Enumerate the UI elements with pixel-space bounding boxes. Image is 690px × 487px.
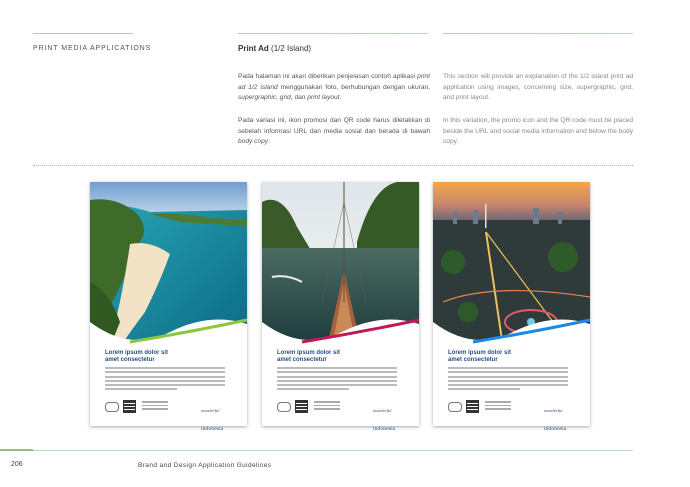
poster-body-copy — [448, 367, 568, 393]
logo-word: wonderful — [373, 409, 392, 413]
section-label: PRINT MEDIA APPLICATIONS — [33, 45, 152, 52]
poster-body-copy — [105, 367, 225, 393]
poster-heading — [448, 350, 568, 365]
indonesian-paragraph-2 — [238, 116, 430, 148]
section-divider — [33, 165, 633, 166]
city-photo — [433, 182, 590, 347]
poster-heading-line1: Lorem ipsum dolor sit — [448, 350, 512, 356]
qr-code-icon — [123, 400, 136, 413]
page-title-bold: Print Ad — [238, 44, 269, 53]
indonesian-p2-run: body copy — [238, 138, 269, 146]
social-info — [485, 401, 511, 412]
indonesian-p1-run: supergraphic — [238, 94, 277, 102]
promo-icon — [105, 402, 119, 412]
poster-heading-line2: amet consectetur — [105, 357, 155, 364]
qr-code-icon — [466, 400, 479, 413]
poster-body-copy — [277, 367, 397, 393]
poster-boat — [262, 182, 419, 432]
beach-photo — [90, 182, 247, 347]
boat-photo — [262, 182, 419, 347]
wonderful-indonesia-logo — [544, 399, 576, 432]
indonesian-p2-run: Pada variasi ini, ikon promosi dan QR code harus diletakkan di sebelah informasi URL dan media sosial dan berada di bawah — [238, 117, 430, 135]
indonesian-p1-run: Pada halaman ini akan diberikan penjelasan contoh aplikasi — [238, 73, 418, 80]
indonesian-p1-run: , dan — [290, 94, 308, 102]
footer-title: Brand and Design Application Guidelines — [138, 462, 272, 469]
logo-name: indonesia — [373, 427, 396, 432]
indonesian-p1-run: print layout — [307, 94, 340, 102]
poster-heading-line2: amet consectetur — [277, 357, 327, 364]
wonderful-indonesia-logo — [201, 399, 233, 432]
logo-word: wonderful — [544, 409, 563, 413]
footer-rule — [33, 450, 633, 451]
page-title — [238, 44, 311, 53]
indonesian-p1-run: print ad 1/2 island — [238, 73, 430, 91]
poster-heading — [277, 350, 397, 365]
page-title-subtitle: (1/2 Island) — [268, 44, 312, 53]
indonesian-paragraph-1 — [238, 72, 430, 104]
logo-name: indonesia — [544, 427, 567, 432]
social-info — [314, 401, 340, 412]
logo-word: wonderful — [201, 409, 220, 413]
indonesian-p1-run: . — [339, 94, 342, 102]
promo-icon — [277, 402, 291, 412]
poster-heading-line2: amet consectetur — [448, 357, 498, 364]
indonesian-p1-run: grid — [279, 94, 291, 102]
promo-icon — [448, 402, 462, 412]
header-rule-left — [33, 33, 133, 34]
poster-heading-line1: Lorem ipsum dolor sit — [277, 350, 341, 356]
poster-heading — [105, 350, 225, 365]
indonesian-p1-run: menggunakan foto, berhubungan dengan ukuran, — [277, 83, 430, 91]
header-rule-middle — [238, 33, 428, 34]
english-paragraph-2: In this variation, the promo icon and the QR code must be placed beside the URL and social media information and below the body copy. — [443, 117, 633, 146]
page-number: 206 — [11, 461, 23, 468]
indonesian-p1-run: , — [276, 94, 280, 102]
wonderful-indonesia-logo — [373, 399, 405, 432]
header-rule-right — [443, 33, 633, 34]
footer-accent-bar — [0, 449, 33, 451]
poster-city — [433, 182, 590, 432]
poster-beach — [90, 182, 247, 432]
social-info — [142, 401, 168, 412]
logo-name: indonesia — [201, 427, 224, 432]
poster-heading-line1: Lorem ipsum dolor sit — [105, 350, 169, 356]
english-paragraph-1: This section will provide an explanation of the 1/2 island print ad application using images, concerning size, supergraphic, grid, and print layout. — [443, 73, 633, 102]
qr-code-icon — [295, 400, 308, 413]
indonesian-p2-run: . — [268, 138, 270, 146]
